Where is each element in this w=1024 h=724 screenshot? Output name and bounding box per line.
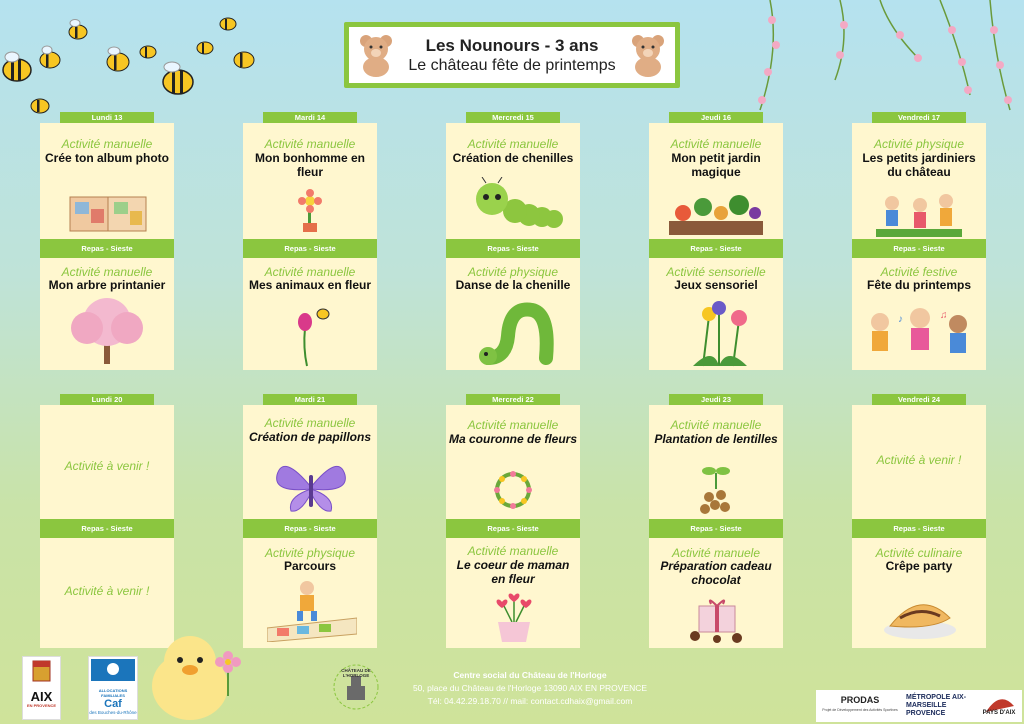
day-card-morning <box>446 123 580 239</box>
activity-name: Ma couronne de fleurs <box>448 432 578 446</box>
caf-logo <box>88 656 138 720</box>
activity-name: Parcours <box>283 559 337 573</box>
activity-type: Activité sensorielle <box>666 265 766 279</box>
activity-type: Activité manuelle <box>264 137 356 151</box>
activity-type: Activité festive <box>880 265 958 279</box>
flower-wreath-icon <box>490 467 536 513</box>
caf-logo-subtext: ALLOCATIONS FAMILIALES <box>98 688 128 698</box>
kids-gardening-icon <box>876 193 962 237</box>
hopscotch-icon <box>267 578 357 642</box>
bees-decoration <box>0 10 280 120</box>
aix-logo-subtext: EN PROVENCE <box>26 703 57 708</box>
repas-sieste-bar: Repas - Sieste <box>446 519 580 538</box>
activity-type: Activité manuelle <box>467 544 559 558</box>
caf-logo-mark <box>89 657 137 683</box>
caterpillar-icon <box>476 296 556 368</box>
activity-name: Mon petit jardin magique <box>671 151 761 179</box>
activity-name: Crée ton album photo <box>45 151 169 165</box>
bee-icon <box>3 52 31 81</box>
day-card-morning <box>852 123 986 239</box>
partner-logos <box>816 690 1022 722</box>
prodas-logo-text: PRODAS <box>840 695 880 705</box>
activity-name: Mon bonhomme en fleur <box>255 151 365 179</box>
activity-type: Activité manuelle <box>670 137 762 151</box>
activity-type: Activité manuelle <box>467 137 559 151</box>
day-tab: Jeudi 16 <box>669 112 763 134</box>
activity-name: Création de papillons <box>248 430 371 444</box>
repas-sieste-bar: Repas - Sieste <box>852 239 986 258</box>
footer-contact <box>380 669 680 708</box>
day-card-morning <box>446 405 580 519</box>
day-tab: Jeudi 23 <box>669 394 763 416</box>
activity-name: Plantation de lentilles <box>654 432 778 446</box>
day-card-afternoon <box>446 538 580 648</box>
activity-name: Danse de la chenille <box>455 278 571 292</box>
activity-name: Fête du printemps <box>866 278 971 292</box>
activity-name: Préparation cadeau chocolat <box>660 559 772 587</box>
activity-coming-soon: Activité à venir ! <box>876 453 962 467</box>
aix-logo-text: AIX <box>30 689 53 704</box>
duck-icon <box>140 626 250 724</box>
bee-icon <box>107 47 129 71</box>
bee-icon <box>163 62 193 94</box>
bee-icon <box>220 18 236 30</box>
activity-name: Les petits jardiniers du château <box>862 151 976 179</box>
butterfly-icon <box>273 457 349 515</box>
day-card-afternoon <box>243 258 377 370</box>
repas-sieste-bar: Repas - Sieste <box>852 519 986 538</box>
day-tab: Vendredi 17 <box>872 112 966 134</box>
bee-icon <box>140 46 156 58</box>
footer-contact-line: Tél: 04.42.29.18.70 // mail: contact.cdhaix@gmail.com <box>427 696 633 706</box>
cherry-tree-icon <box>62 294 152 366</box>
day-tab: Mercredi 15 <box>466 112 560 134</box>
flowers-icon <box>683 296 753 368</box>
aix-logo <box>22 656 61 720</box>
photo-album-icon <box>66 189 150 237</box>
crepe-icon <box>880 578 960 642</box>
bee-icon <box>234 52 254 68</box>
metropole-logo-text: MÉTROPOLE AIX-MARSEILLE PROVENCE <box>906 694 967 717</box>
caf-logo-region: des Bouches-du-Rhône <box>89 710 137 715</box>
activity-type: Activité manuelle <box>670 418 762 432</box>
repas-sieste-bar: Repas - Sieste <box>40 239 174 258</box>
day-card-afternoon <box>243 538 377 648</box>
day-card-morning <box>40 405 174 519</box>
day-card-morning <box>852 405 986 519</box>
footer-org: Centre social du Château de l'Horloge <box>453 670 607 680</box>
activity-name: Mon arbre printanier <box>48 278 166 292</box>
activity-coming-soon: Activité à venir ! <box>64 459 150 473</box>
day-card-morning <box>40 123 174 239</box>
chateau-logo <box>331 660 381 714</box>
repas-sieste-bar: Repas - Sieste <box>243 519 377 538</box>
footer-address: 50, place du Château de l'Horloge 13090 AIX EN PROVENCE <box>412 683 648 693</box>
flower-man-icon <box>295 187 325 233</box>
day-tab: Vendredi 24 <box>872 394 966 416</box>
cherry-blossom-branch-icon <box>740 0 1024 120</box>
day-card-morning <box>649 405 783 519</box>
activity-name: Le coeur de maman en fleur <box>456 558 570 586</box>
caf-logo-text: Caf <box>104 698 122 710</box>
day-card-morning <box>243 123 377 239</box>
sprout-icon <box>695 459 737 517</box>
activity-type: Activité physique <box>264 546 356 560</box>
day-card-morning <box>649 123 783 239</box>
svg-text:♪: ♪ <box>898 314 903 325</box>
activity-name: Jeux sensoriel <box>674 278 758 292</box>
day-card-afternoon <box>40 258 174 370</box>
activity-type: Activité manuele <box>671 546 761 560</box>
day-tab: Mardi 21 <box>263 394 357 416</box>
bee-icon <box>197 42 213 54</box>
day-tab: Lundi 13 <box>60 112 154 134</box>
caterpillar-icon <box>472 177 564 235</box>
activity-coming-soon: Activité à venir ! <box>64 584 150 598</box>
day-tab: Lundi 20 <box>60 394 154 416</box>
day-tab: Mardi 14 <box>263 112 357 134</box>
heart-flowers-icon <box>490 588 538 644</box>
day-card-afternoon <box>649 538 783 648</box>
bee-icon <box>69 20 87 40</box>
activity-type: Activité culinaire <box>875 546 963 560</box>
activity-type: Activité manuelle <box>264 416 356 430</box>
tulip-bee-icon <box>287 304 333 368</box>
title-box <box>344 22 680 88</box>
activity-name: Crêpe party <box>885 559 953 573</box>
chocolate-gift-icon <box>689 594 745 644</box>
activity-type: Activité manuelle <box>61 265 153 279</box>
bee-icon <box>40 46 60 68</box>
activity-name: Mes animaux en fleur <box>248 278 372 292</box>
day-card-morning <box>243 405 377 519</box>
repas-sieste-bar: Repas - Sieste <box>446 239 580 258</box>
activity-name: Création de chenilles <box>452 151 574 165</box>
coat-of-arms-icon <box>23 657 60 685</box>
day-card-afternoon <box>852 258 986 370</box>
day-card-afternoon <box>852 538 986 648</box>
repas-sieste-bar: Repas - Sieste <box>243 239 377 258</box>
svg-text:♫: ♫ <box>940 310 948 321</box>
pays-aix-logo-text: PAYS D'AIX <box>982 710 1016 716</box>
day-tab: Mercredi 22 <box>466 394 560 416</box>
bee-icon <box>31 99 49 113</box>
day-card-afternoon <box>446 258 580 370</box>
repas-sieste-bar: Repas - Sieste <box>40 519 174 538</box>
repas-sieste-bar: Repas - Sieste <box>649 239 783 258</box>
page-title: Les Nounours - 3 ans <box>425 36 599 55</box>
repas-sieste-bar: Repas - Sieste <box>649 519 783 538</box>
prodas-logo-subtext: Projet de Développement des Activités Sportives <box>822 708 898 712</box>
garden-icon <box>669 183 763 235</box>
activity-type: Activité physique <box>467 265 559 279</box>
activity-type: Activité manuelle <box>264 265 356 279</box>
activity-type: Activité manuelle <box>467 418 559 432</box>
page-subtitle: Le château fête de printemps <box>408 57 616 74</box>
chateau-logo-text: CHÂTEAU DE L'HORLOGE <box>341 668 371 678</box>
activity-type: Activité physique <box>873 137 965 151</box>
activity-type: Activité manuelle <box>61 137 153 151</box>
day-card-afternoon <box>649 258 783 370</box>
dancing-kids-icon <box>862 308 976 368</box>
